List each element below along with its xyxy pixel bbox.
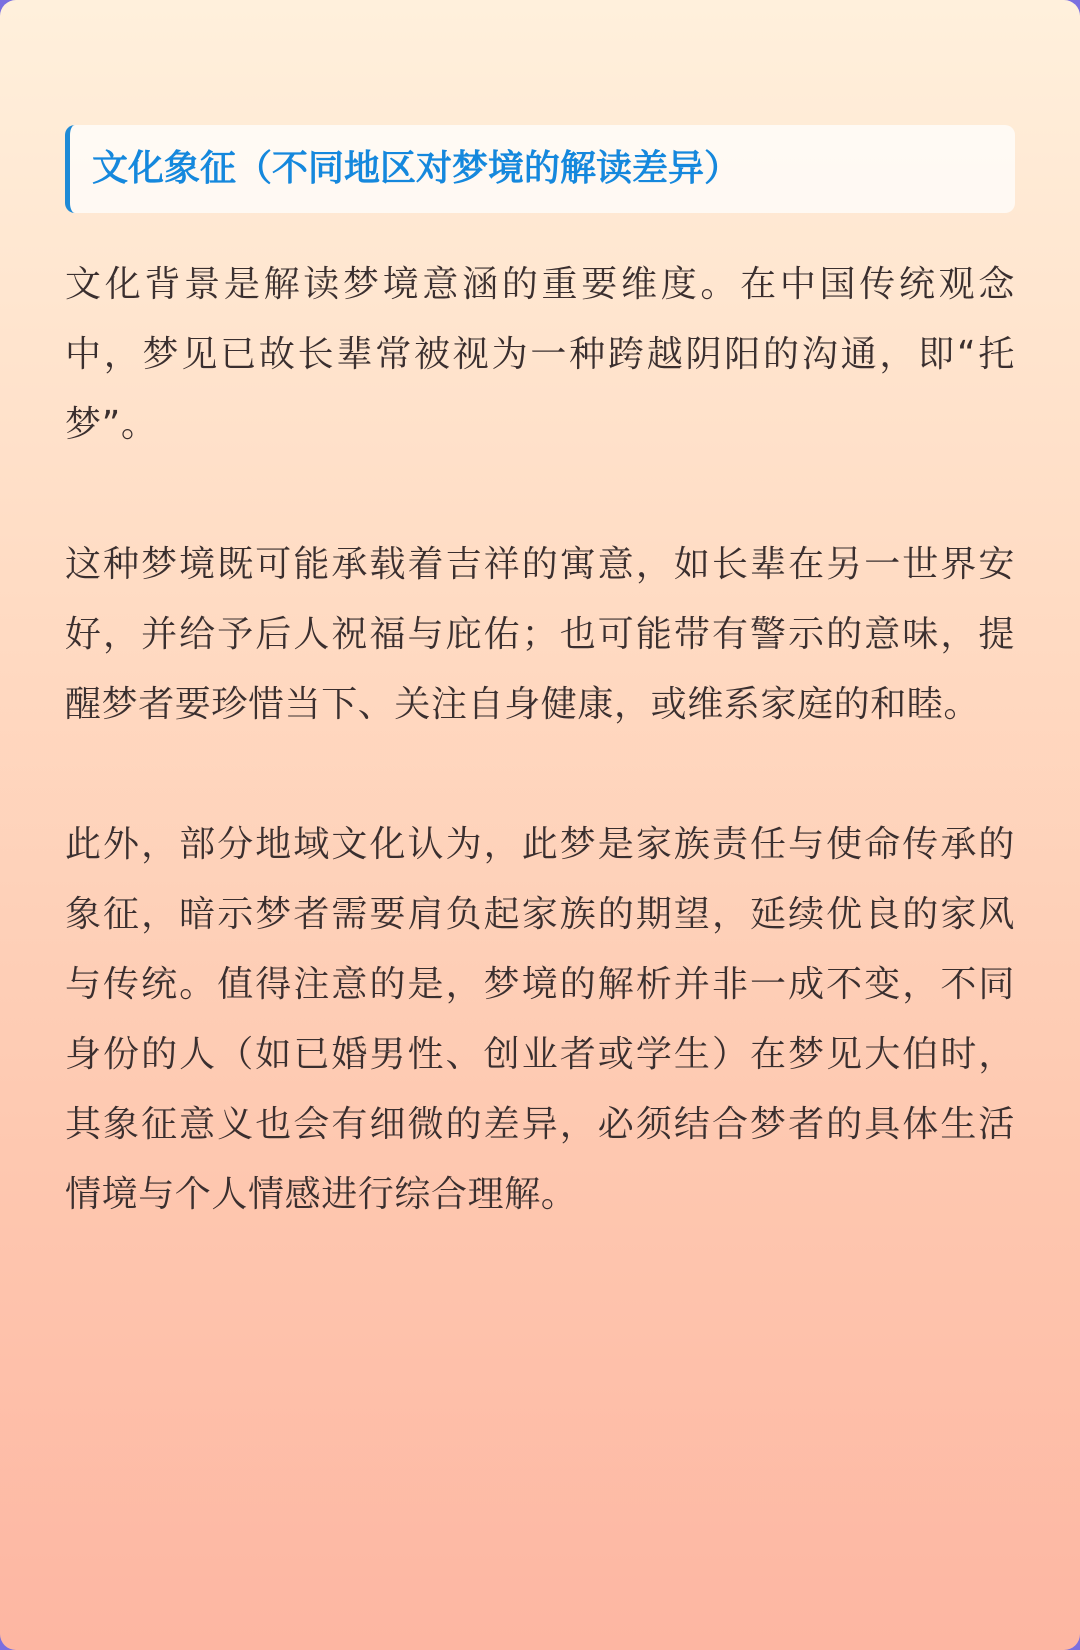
paragraph-family-legacy: 此外，部分地域文化认为，此梦是家族责任与使命传承的象征，暗示梦者需要肩负起家族的期望，延续优良的家风与传统。值得注意的是，梦境的解析并非一成不变，不同身份的人（如已婚男性、创业者或学生）在梦见大伯时，其象征意义也会有细微的差异，必须结合梦者的具体生活情境与个人情感进行综合理解。 [65, 824, 1015, 1215]
paragraph-cultural-background: 文化背景是解读梦境意涵的重要维度。在中国传统观念中，梦见已故长辈常被视为一种跨越阴阳的沟通，即“托梦”。 [65, 264, 1015, 445]
section-header [65, 125, 1015, 213]
article-body [65, 250, 1015, 1300]
section-title: 文化象征（不同地区对梦境的解读差异） [92, 148, 741, 189]
paragraph-auspicious-warning: 这种梦境既可能承载着吉祥的寓意，如长辈在另一世界安好，并给予后人祝福与庇佑；也可能带有警示的意味，提醒梦者要珍惜当下、关注自身健康，或维系家庭的和睦。 [65, 544, 1015, 725]
